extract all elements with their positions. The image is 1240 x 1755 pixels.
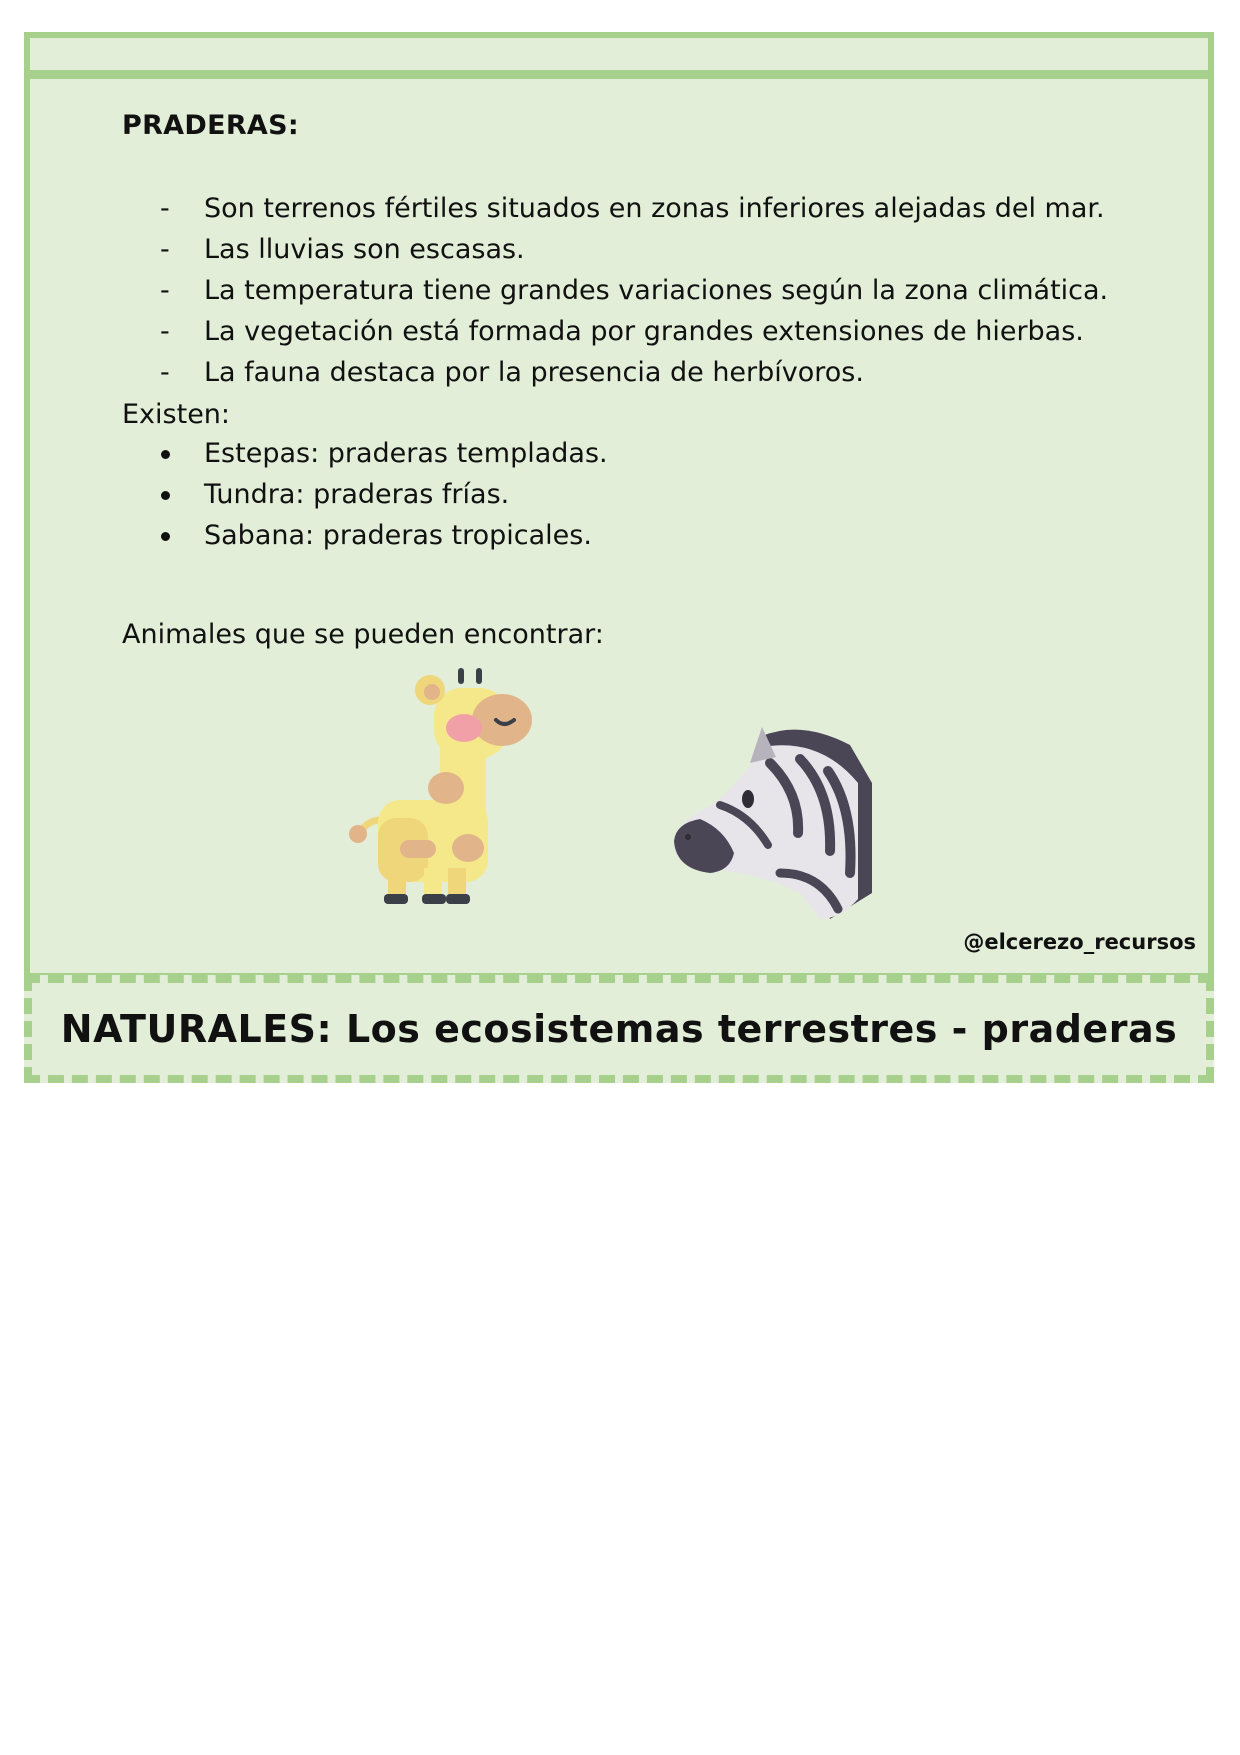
list-item: - La temperatura tiene grandes variaciones según la zona climática.	[158, 270, 1108, 311]
types-label: Existen:	[122, 399, 231, 430]
list-item: - La fauna destaca por la presencia de herbívoros.	[158, 352, 1108, 393]
list-item: Estepas: praderas templadas.	[158, 433, 608, 474]
list-item: Sabana: praderas tropicales.	[158, 515, 608, 556]
types-list	[158, 433, 608, 556]
section-heading: PRADERAS:	[122, 110, 299, 141]
list-item: - Las lluvias son escasas.	[158, 229, 1108, 270]
credit-handle: @elcerezo_recursos	[963, 930, 1196, 954]
list-item: - La vegetación está formada por grandes extensiones de hierbas.	[158, 311, 1108, 352]
list-item: Tundra: praderas frías.	[158, 474, 608, 515]
list-item: - Son terrenos fértiles situados en zonas inferiores alejadas del mar.	[158, 188, 1108, 229]
characteristics-list	[158, 188, 1108, 393]
content-card	[24, 32, 1214, 980]
footer-banner	[24, 975, 1214, 1083]
zebra-icon	[650, 723, 880, 933]
animals-label: Animales que se pueden encontrar:	[122, 619, 604, 650]
card-top-strip	[30, 38, 1208, 79]
giraffe-icon	[340, 668, 540, 908]
footer-title: NATURALES: Los ecosistemas terrestres - praderas	[60, 1007, 1178, 1051]
